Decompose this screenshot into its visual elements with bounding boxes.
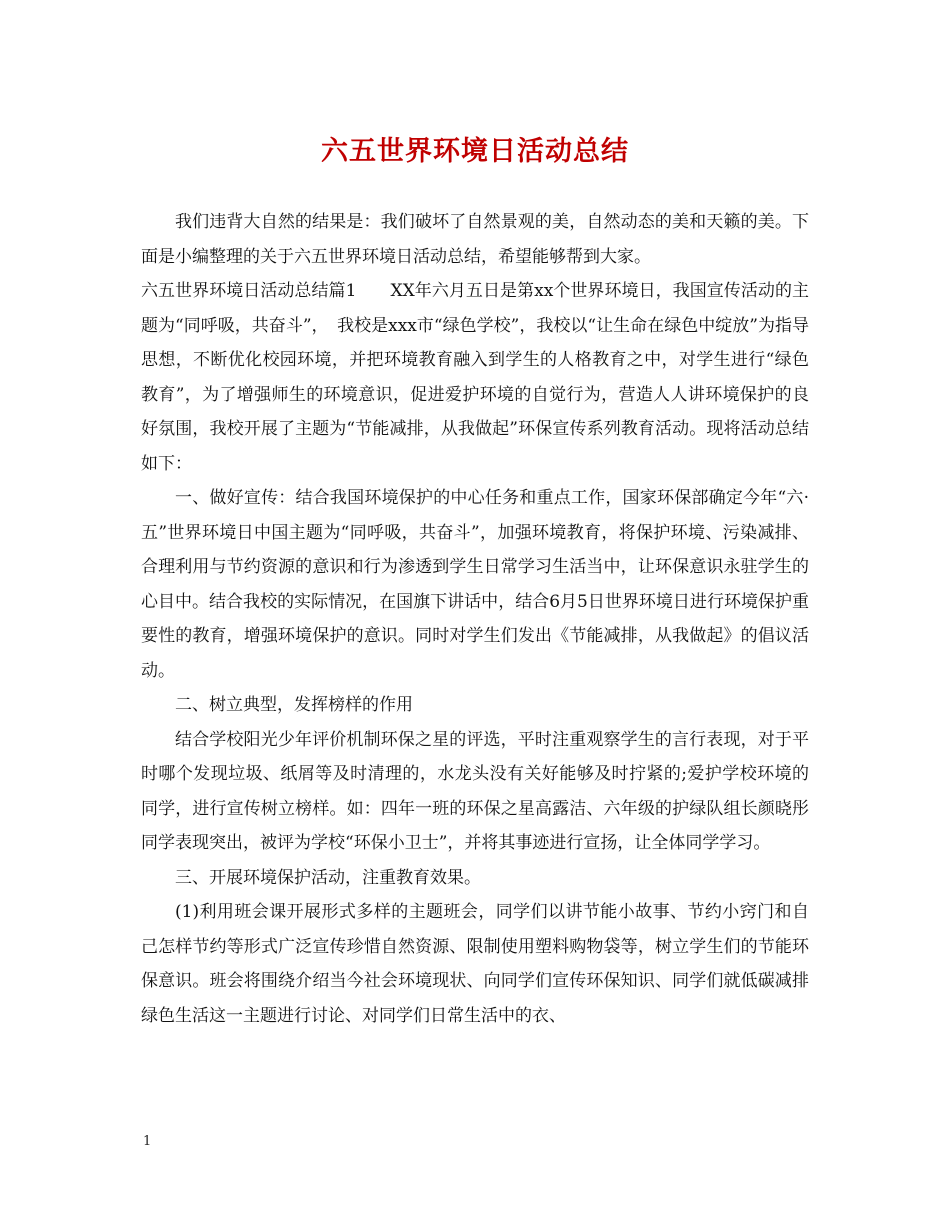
paragraph-heading-3: 三、开展环境保护活动，注重教育效果。: [175, 867, 481, 888]
paragraph-role-models: 结合学校阳光少年评价机制环保之星的评选，平时注重观察学生的言行表现，对于平时哪个发现垃圾、纸屑等及时清理的，水龙头没有关好能够及时拧紧的;爱护学校环境的同学，进行宣传树立榜样。如：四年一班的环保之星高露洁、六年级的护绿队组长颜晓彤同学表现突出，被评为学校“环保小卫士”，并将其事迹进行宣扬，让全体同学学习。: [141, 729, 809, 853]
paragraph-intro: 我们违背大自然的结果是：我们破坏了自然景观的美，自然动态的美和天籁的美。下面是小编整理的关于六五世界环境日活动总结，希望能够帮到大家。: [141, 212, 809, 267]
page-number: 1: [143, 1134, 152, 1149]
paragraph-heading-2: 二、树立典型，发挥榜样的作用: [175, 695, 413, 715]
paragraph-section-1: 六五世界环境日活动总结篇1 XX年六月五日是第xx个世界环境日，我国宣传活动的主题为“同呼吸，共奋斗”， 我校是xxx市“绿色学校”，我校以“让生命在绿色中绽放”为指导思想，不断优化校园环境，并把环境教育融入到学生的人格教育之中，对学生进行“绿色教育”，为了增强师生的环境意识，促进爱护环境的自觉行为，营造人人讲环境保护的良好氛围，我校开展了主题为“节能减排，从我做起”环保宣传系列教育活动。现将活动总结如下：: [141, 281, 809, 474]
paragraph-publicity: 一、做好宣传：结合我国环境保护的中心任务和重点工作，国家环保部确定今年“六·五”世界环境日中国主题为“同呼吸，共奋斗”，加强环境教育，将保护环境、污染减排、合理利用与节约资源的意识和行为渗透到学生日常学习生活当中，让环保意识永驻学生的心目中。结合我校的实际情况，在国旗下讲话中，结合6月5日世界环境日进行环境保护重要性的教育，增强环境保护的意识。同时对学生们发出《节能减排，从我做起》的倡议活动。: [141, 488, 809, 681]
document-body: [141, 205, 809, 1033]
paragraph-class-meetings: (1)利用班会课开展形式多样的主题班会，同学们以讲节能小故事、节约小窍门和自己怎样节约等形式广泛宣传珍惜自然资源、限制使用塑料购物袋等，树立学生们的节能环保意识。班会将围绕介绍当今社会环境现状、向同学们宣传环保知识、同学们就低碳减排绿色生活这一主题进行讨论、对同学们日常生活中的衣、: [141, 902, 809, 1026]
document-title: 六五世界环境日活动总结: [321, 136, 629, 167]
